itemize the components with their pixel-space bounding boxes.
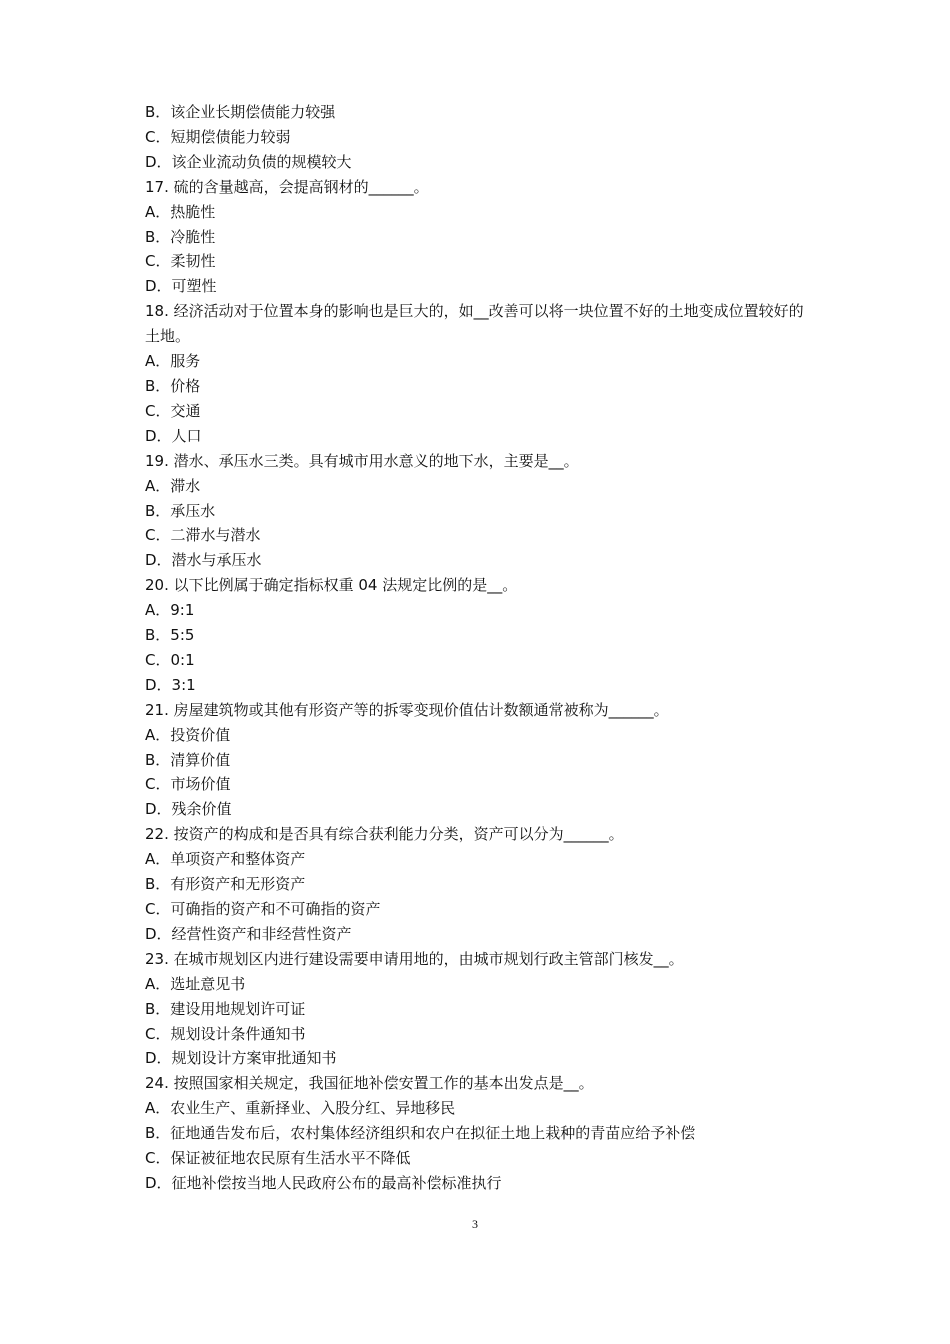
option-text: C．可确指的资产和不可确指的资产	[145, 900, 381, 918]
option-text: A．单项资产和整体资产	[145, 850, 306, 869]
option-text: B．冷脆性	[145, 227, 216, 246]
question-text: 23. 在城市规划区内进行建设需要申请用地的，由城市规划行政主管部门核发__。	[145, 949, 684, 968]
option-text: D．残余价值	[145, 800, 232, 819]
option-text: C．规划设计条件通知书	[145, 1024, 306, 1043]
option-text: A．滞水	[145, 476, 201, 495]
option-text: D．可塑性	[145, 277, 217, 296]
option-text: B．价格	[145, 376, 201, 395]
document-body	[145, 100, 815, 1196]
option-text: A．投资价值	[145, 725, 231, 744]
option-text: A．农业生产、重新择业、入股分红、异地移民	[145, 1099, 456, 1118]
question-text: 24. 按照国家相关规定，我国征地补偿安置工作的基本出发点是__。	[145, 1074, 594, 1093]
option-text: C．二滞水与潜水	[145, 526, 261, 545]
option-text: D．征地补偿按当地人民政府公布的最高补偿标准执行	[145, 1173, 502, 1192]
option-text: B．承压水	[145, 501, 216, 520]
option-text: B．征地通告发布后，农村集体经济组织和农户在拟征土地上栽种的青苗应给予补偿	[145, 1124, 696, 1143]
question-text: 17. 硫的含量越高，会提高钢材的______。	[145, 177, 429, 196]
question-text: 20. 以下比例属于确定指标权重 04 法规定比例的是__。	[145, 576, 518, 595]
option-text: C．柔韧性	[145, 252, 216, 271]
option-text: D．经营性资产和非经营性资产	[145, 924, 352, 943]
option-text: B．有形资产和无形资产	[145, 875, 306, 894]
option-text: C．交通	[145, 401, 201, 420]
question-text: 22. 按资产的构成和是否具有综合获利能力分类，资产可以分为______。	[145, 825, 624, 844]
option-text: C．保证被征地农民原有生活水平不降低	[145, 1149, 411, 1168]
option-text: A．热脆性	[145, 202, 216, 221]
option-text: D．3:1	[145, 675, 196, 694]
option-text: D．人口	[145, 426, 202, 445]
option-text: A．9:1	[145, 601, 195, 620]
option-text: C．市场价值	[145, 775, 231, 794]
question-text: 18. 经济活动对于位置本身的影响也是巨大的，如__改善可以将一块位置不好的土地变成位置较好的土地。	[145, 302, 804, 346]
option-text: D．规划设计方案审批通知书	[145, 1049, 337, 1068]
page-number: 3	[472, 1217, 478, 1231]
option-text: B．该企业长期偿债能力较强	[145, 103, 336, 121]
option-text: D．潜水与承压水	[145, 551, 262, 570]
option-text: C．短期偿债能力较弱	[145, 127, 291, 146]
option-text: A．选址意见书	[145, 974, 246, 993]
option-text: B．清算价值	[145, 750, 231, 769]
option-text: A．服务	[145, 352, 201, 371]
question-text: 21. 房屋建筑物或其他有形资产等的拆零变现价值估计数额通常被称为______。	[145, 700, 669, 719]
question-text: 19. 潜水、承压水三类。具有城市用水意义的地下水，主要是__。	[145, 451, 579, 470]
option-text: B．5:5	[145, 626, 195, 645]
option-text: D．该企业流动负债的规模较大	[145, 152, 352, 171]
option-text: B．建设用地规划许可证	[145, 999, 306, 1018]
option-text: C．0:1	[145, 650, 195, 669]
